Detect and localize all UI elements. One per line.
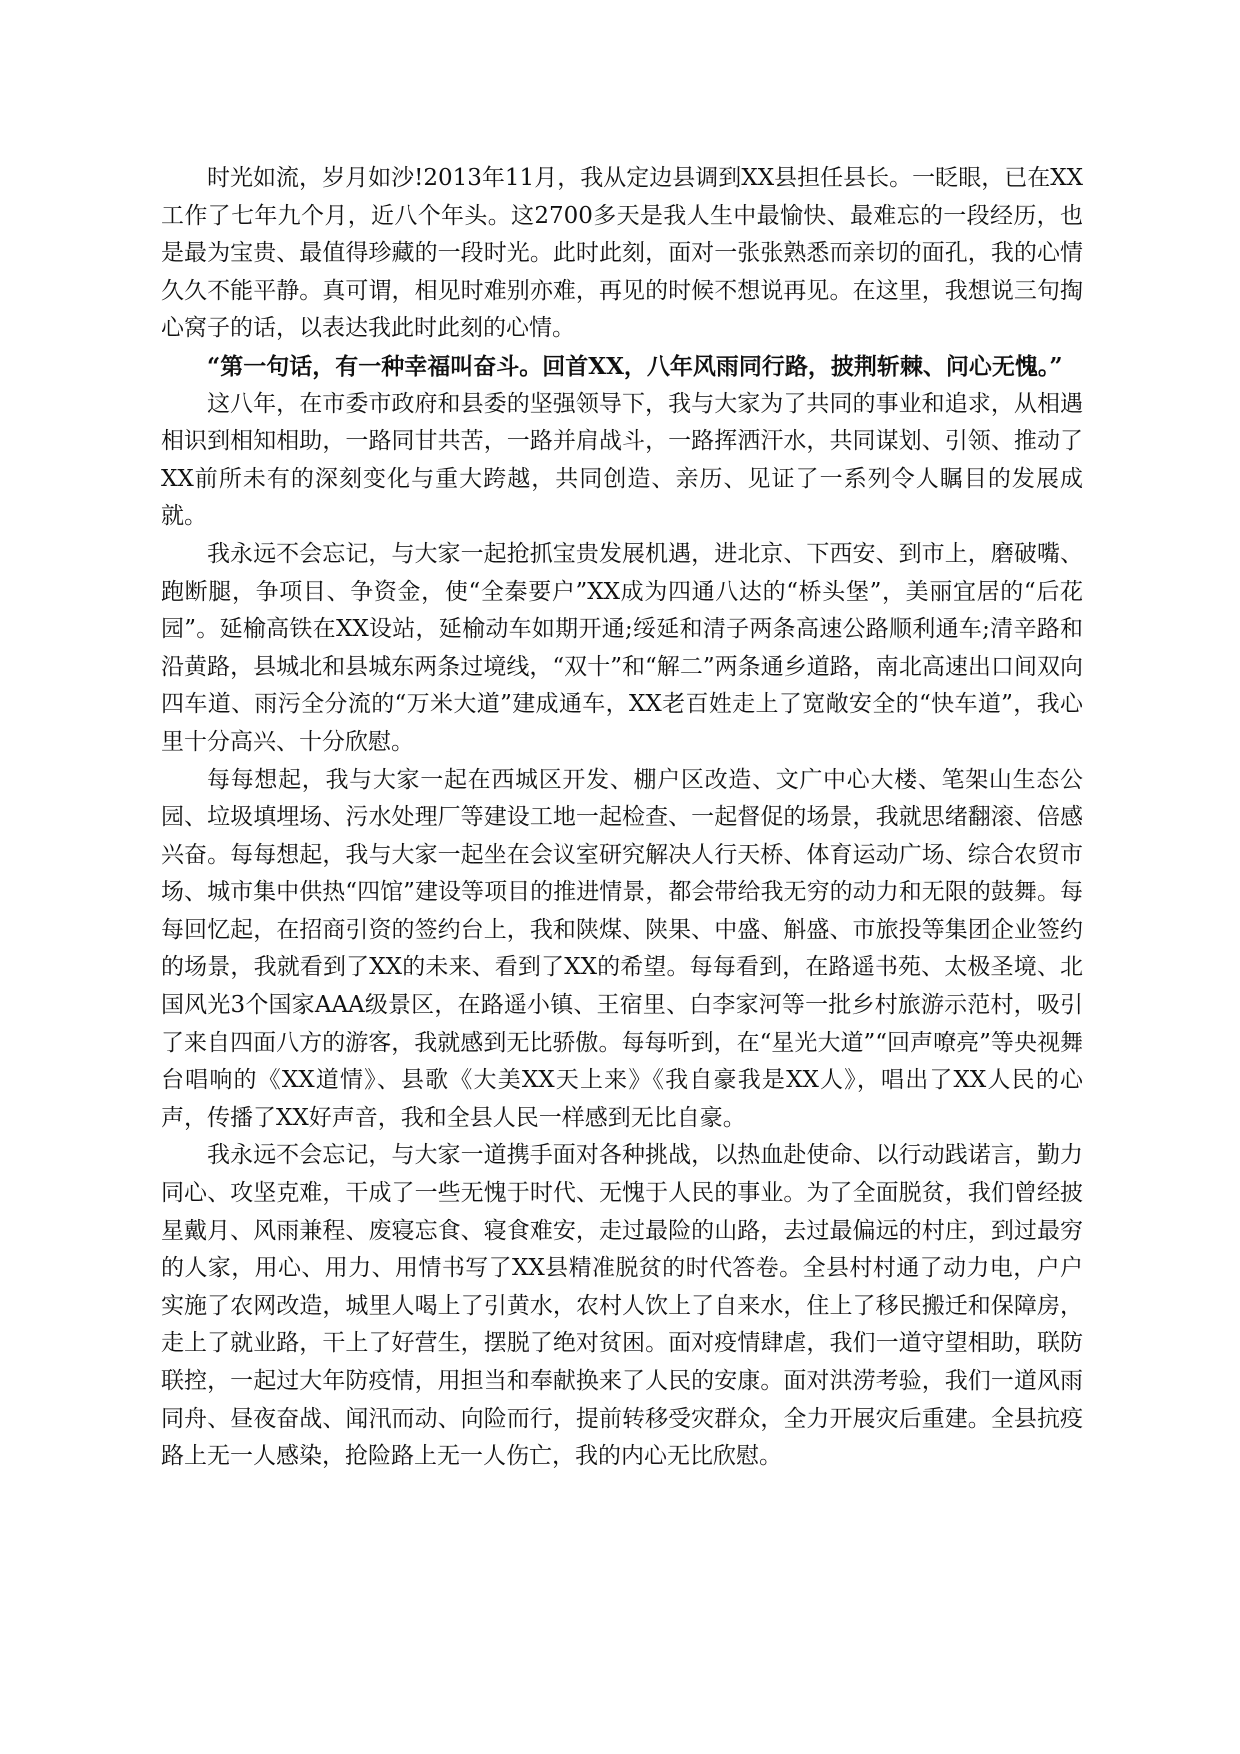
intro-paragraph: 时光如流，岁月如沙!2013年11月，我从定边县调到XX县担任县长。一眨眼，已在XX工作了七年九个月，近八个年头。这2700多天是我人生中最愉快、最难忘的一段经历，也是最为宝贵、最值得珍藏的一段时光。此时此刻，面对一张张熟悉而亲切的面孔，我的心情久久不能平静。真可谓，相见时难别亦难，再见的时候不想说再见。在这里，我想说三句掏心窝子的话，以表达我此时此刻的心情。 bbox=[161, 165, 1083, 342]
document-body bbox=[161, 160, 1083, 1476]
body-paragraph: 我永远不会忘记，与大家一道携手面对各种挑战，以热血赴使命、以行动践诺言，勤力同心、攻坚克难，干成了一些无愧于时代、无愧于人民的事业。为了全面脱贫，我们曾经披星戴月、风雨兼程、废寝忘食、寝食难安，走过最险的山路，去过最偏远的村庄，到过最穷的人家，用心、用力、用情书写了XX县精准脱贫的时代答卷。全县村村通了动力电，户户实施了农网改造，城里人喝上了引黄水，农村人饮上了自来水，住上了移民搬迁和保障房，走上了就业路，干上了好营生，摆脱了绝对贫困。面对疫情肆虐，我们一道守望相助，联防联控，一起过大年防疫情，用担当和奉献换来了人民的安康。面对洪涝考验，我们一道风雨同舟、昼夜奋战、闻汛而动、向险而行，提前转移受灾群众，全力开展灾后重建。全县抗疫路上无一人感染，抢险路上无一人伤亡，我的内心无比欣慰。 bbox=[161, 1142, 1083, 1470]
section-heading: “第一句话，有一种幸福叫奋斗。回首XX，八年风雨同行路，披荆斩棘、问心无愧。” bbox=[207, 352, 1063, 380]
body-paragraph: 每每想起，我与大家一起在西城区开发、棚户区改造、文广中心大楼、笔架山生态公园、垃圾填埋场、污水处理厂等建设工地一起检查、一起督促的场景，我就思绪翻滚、倍感兴奋。每每想起，我与大家一起坐在会议室研究解决人行天桥、体育运动广场、综合农贸市场、城市集中供热“四馆”建设等项目的推进情景，都会带给我无穷的动力和无限的鼓舞。每每回忆起，在招商引资的签约台上，我和陕煤、陕果、中盛、斛盛、市旅投等集团企业签约的场景，我就看到了XX的未来、看到了XX的希望。每每看到，在路遥书苑、太极圣境、北国风光3个国家AAA级景区，在路遥小镇、王宿里、白李家河等一批乡村旅游示范村，吸引了来自四面八方的游客，我就感到无比骄傲。每每听到，在“星光大道”“回声嘹亮”等央视舞台唱响的《XX道情》、县歌《大美XX天上来》《我自豪我是XX人》，唱出了XX人民的心声，传播了XX好声音，我和全县人民一样感到无比自豪。 bbox=[161, 766, 1083, 1131]
body-paragraph: 这八年，在市委市政府和县委的坚强领导下，我与大家为了共同的事业和追求，从相遇相识到相知相助，一路同甘共苦，一路并肩战斗，一路挥洒汗水，共同谋划、引领、推动了XX前所未有的深刻变化与重大跨越，共同创造、亲历、见证了一系列令人瞩目的发展成就。 bbox=[161, 390, 1083, 530]
body-paragraph: 我永远不会忘记，与大家一起抢抓宝贵发展机遇，进北京、下西安、到市上，磨破嘴、跑断腿，争项目、争资金，使“全秦要户”XX成为四通八达的“桥头堡”，美丽宜居的“后花园”。延榆高铁在XX设站，延榆动车如期开通;绥延和清子两条高速公路顺利通车;清辛路和沿黄路，县城北和县城东两条过境线，“双十”和“解二”两条通乡道路，南北高速出口间双向四车道、雨污全分流的“万米大道”建成通车，XX老百姓走上了宽敞安全的“快车道”，我心里十分高兴、十分欣慰。 bbox=[161, 540, 1083, 755]
